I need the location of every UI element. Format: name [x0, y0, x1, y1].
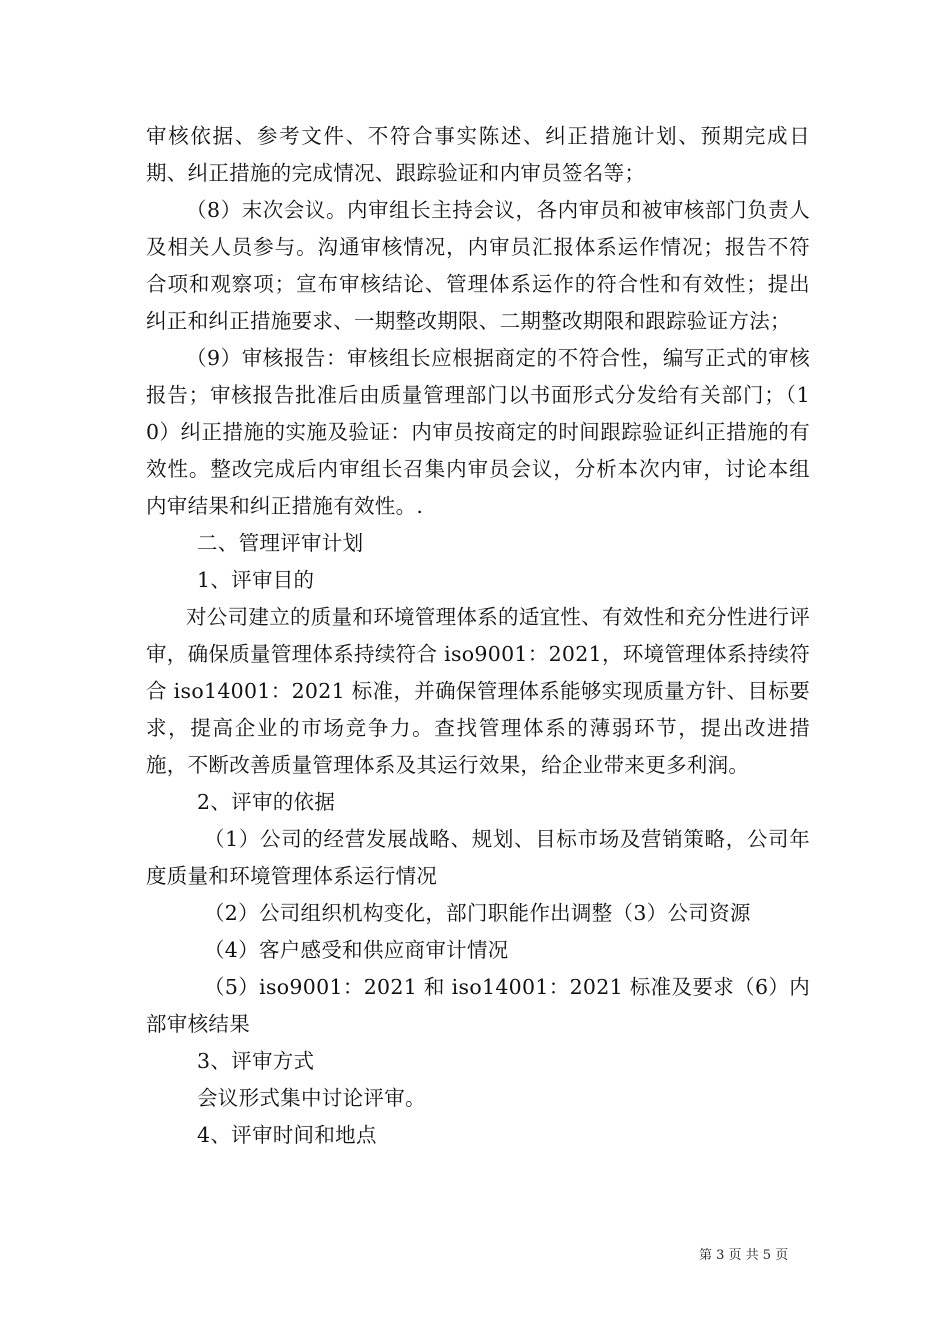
subheading-review-method: 3、评审方式: [197, 1049, 315, 1073]
paragraph-closing-meeting: （8）末次会议。内审组长主持会议，各内审员和被审核部门负责人及相关人员参与。沟通审核情况，内审员汇报体系运作情况；报告不符合项和观察项；宣布审核结论、管理体系运作的符合性和有效性；提出纠正和纠正措施要求、一期整改期限、二期整改期限和跟踪验证方法；: [146, 198, 810, 333]
paragraph-basis-item-4: （4）客户感受和供应商审计情况: [204, 938, 509, 962]
section-heading-management-review: 二、管理评审计划: [197, 531, 364, 555]
paragraph-audit-report: （9）审核报告：审核组长应根据商定的不符合性，编写正式的审核报告；审核报告批准后由质量管理部门以书面形式分发给有关部门；（10）纠正措施的实施及验证：内审员按商定的时间跟踪验证纠正措施的有效性。整改完成后内审组长召集内审员会议，分析本次内审，讨论本组内审结果和纠正措施有效性。.: [146, 346, 810, 518]
paragraph-basis-item-5-6: （5）iso9001：2021 和 iso14001：2021 标准及要求（6）内部审核结果: [146, 975, 810, 1036]
subheading-review-basis: 2、评审的依据: [197, 790, 336, 814]
paragraph-review-method: 会议形式集中讨论评审。: [197, 1086, 426, 1110]
subheading-review-purpose: 1、评审目的: [197, 568, 315, 592]
paragraph-basis-item-2-3: （2）公司组织机构变化，部门职能作出调整（3）公司资源: [204, 901, 751, 925]
paragraph-audit-basis: 审核依据、参考文件、不符合事实陈述、纠正措施计划、预期完成日期、纠正措施的完成情况、跟踪验证和内审员签名等；: [146, 124, 810, 185]
subheading-review-time-place: 4、评审时间和地点: [197, 1123, 377, 1147]
document-body: [146, 118, 810, 1154]
paragraph-basis-item-1: （1）公司的经营发展战略、规划、目标市场及营销策略，公司年度质量和环境管理体系运行情况: [146, 827, 810, 888]
page-number-footer: 第 3 页 共 5 页: [699, 1248, 789, 1263]
paragraph-review-purpose: 对公司建立的质量和环境管理体系的适宜性、有效性和充分性进行评审，确保质量管理体系持续符合 iso9001：2021，环境管理体系持续符合 iso14001：2021 标准，并确保管理体系能够实现质量方针、目标要求，提高企业的市场竞争力。查找管理体系的薄弱环节，提出改进措施，不断改善质量管理体系及其运行效果，给企业带来更多利润。: [146, 605, 810, 777]
